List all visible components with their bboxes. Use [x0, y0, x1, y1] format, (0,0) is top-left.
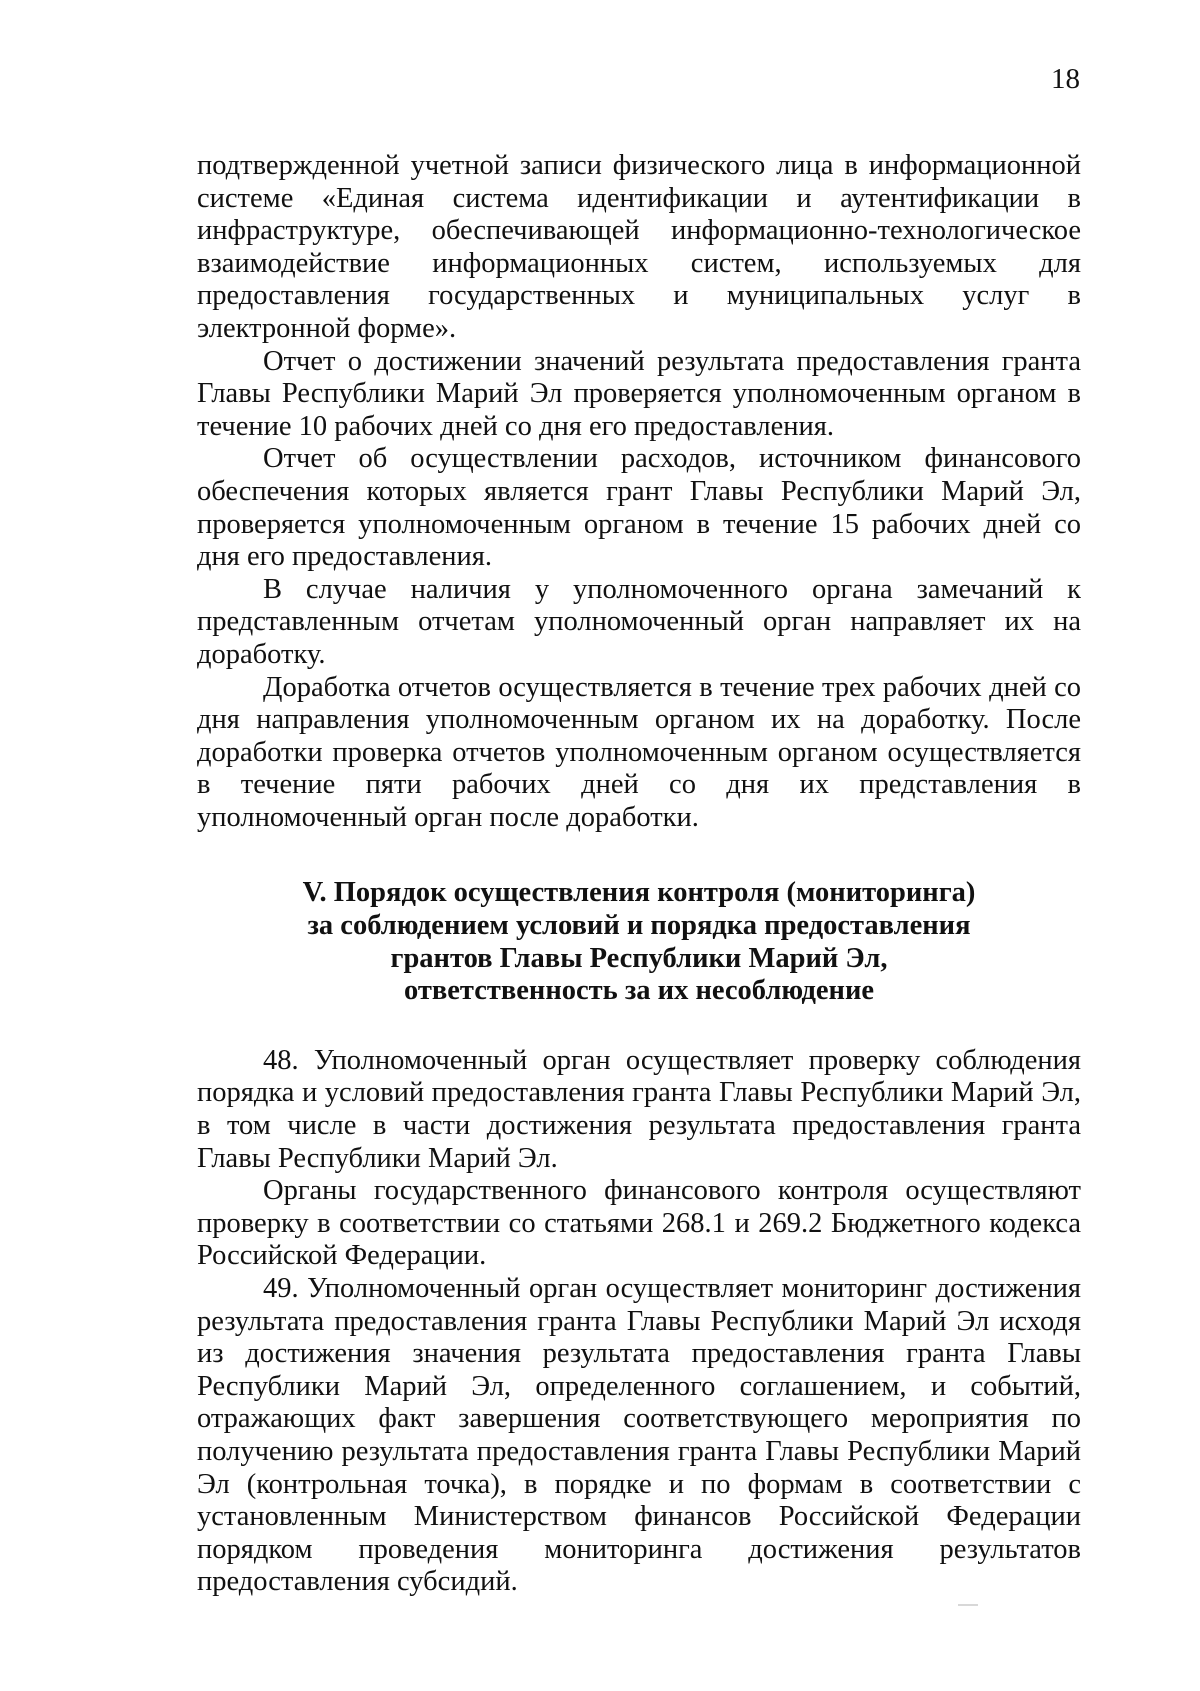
paragraph-continuation: подтвержденной учетной записи физического лица в информационной системе «Единая система идентификации и аутентификации в инфраструктуре, обеспечивающей информационно-технологическое взаимодействие информационных систем, используемых для предоставления государственных и муниципальных услуг в электронной форме».: [197, 150, 1081, 344]
paragraph-revision: Доработка отчетов осуществляется в течение трех рабочих дней со дня направления уполномоченным органом их на доработку. После доработки проверка отчетов уполномоченным органом осуществляется в течение пяти рабочих дней со дня их представления в уполномоченный орган после доработки.: [197, 671, 1081, 833]
paragraph-financial-control: Органы государственного финансового контроля осуществляют проверку в соответствии со статьями 268.1 и 269.2 Бюджетного кодекса Российской Федерации.: [197, 1175, 1081, 1272]
section-heading-line: V. Порядок осуществления контроля (мониторинга): [302, 877, 976, 909]
paragraph-report-results-check: Отчет о достижении значений результата предоставления гранта Главы Республики Марий Эл проверяется уполномоченным органом в течение 10 рабочих дней со дня его предоставления.: [197, 345, 1081, 442]
section-heading-line: грантов Главы Республики Марий Эл,: [390, 942, 888, 974]
paragraph-item-48: 48. Уполномоченный орган осуществляет проверку соблюдения порядка и условий предоставления гранта Главы Республики Марий Эл, в том числе в части достижения результата предоставления гранта Главы Республики Марий Эл.: [197, 1044, 1081, 1174]
paragraph-remarks: В случае наличия у уполномоченного органа замечаний к представленным отчетам уполномоченный орган направляет их на доработку.: [197, 573, 1081, 670]
paragraph-report-expenses-check: Отчет об осуществлении расходов, источником финансового обеспечения которых является грант Главы Республики Марий Эл, проверяется уполномоченным органом в течение 15 рабочих дней со дня его предоставления.: [197, 443, 1081, 573]
document-body: [197, 150, 1081, 1599]
section-heading-line: ответственность за их несоблюдение: [403, 975, 875, 1007]
section-heading-line: за соблюдением условий и порядка предоставления: [307, 910, 971, 942]
scan-artifact: [958, 1604, 978, 1606]
section-heading: [197, 877, 1081, 1007]
page-number: 18: [1051, 63, 1080, 95]
paragraph-item-49: 49. Уполномоченный орган осуществляет мониторинг достижения результата предоставления гранта Главы Республики Марий Эл исходя из достижения значения результата предоставления гранта Главы Республики Марий Эл, определенного соглашением, и событий, отражающих факт завершения соответствующего мероприятия по получению результата предоставления гранта Главы Республики Марий Эл (контрольная точка), в порядке и по формам в соответствии с установленным Министерством финансов Российской Федерации порядком проведения мониторинга достижения результатов предоставления субсидий.: [197, 1273, 1081, 1598]
